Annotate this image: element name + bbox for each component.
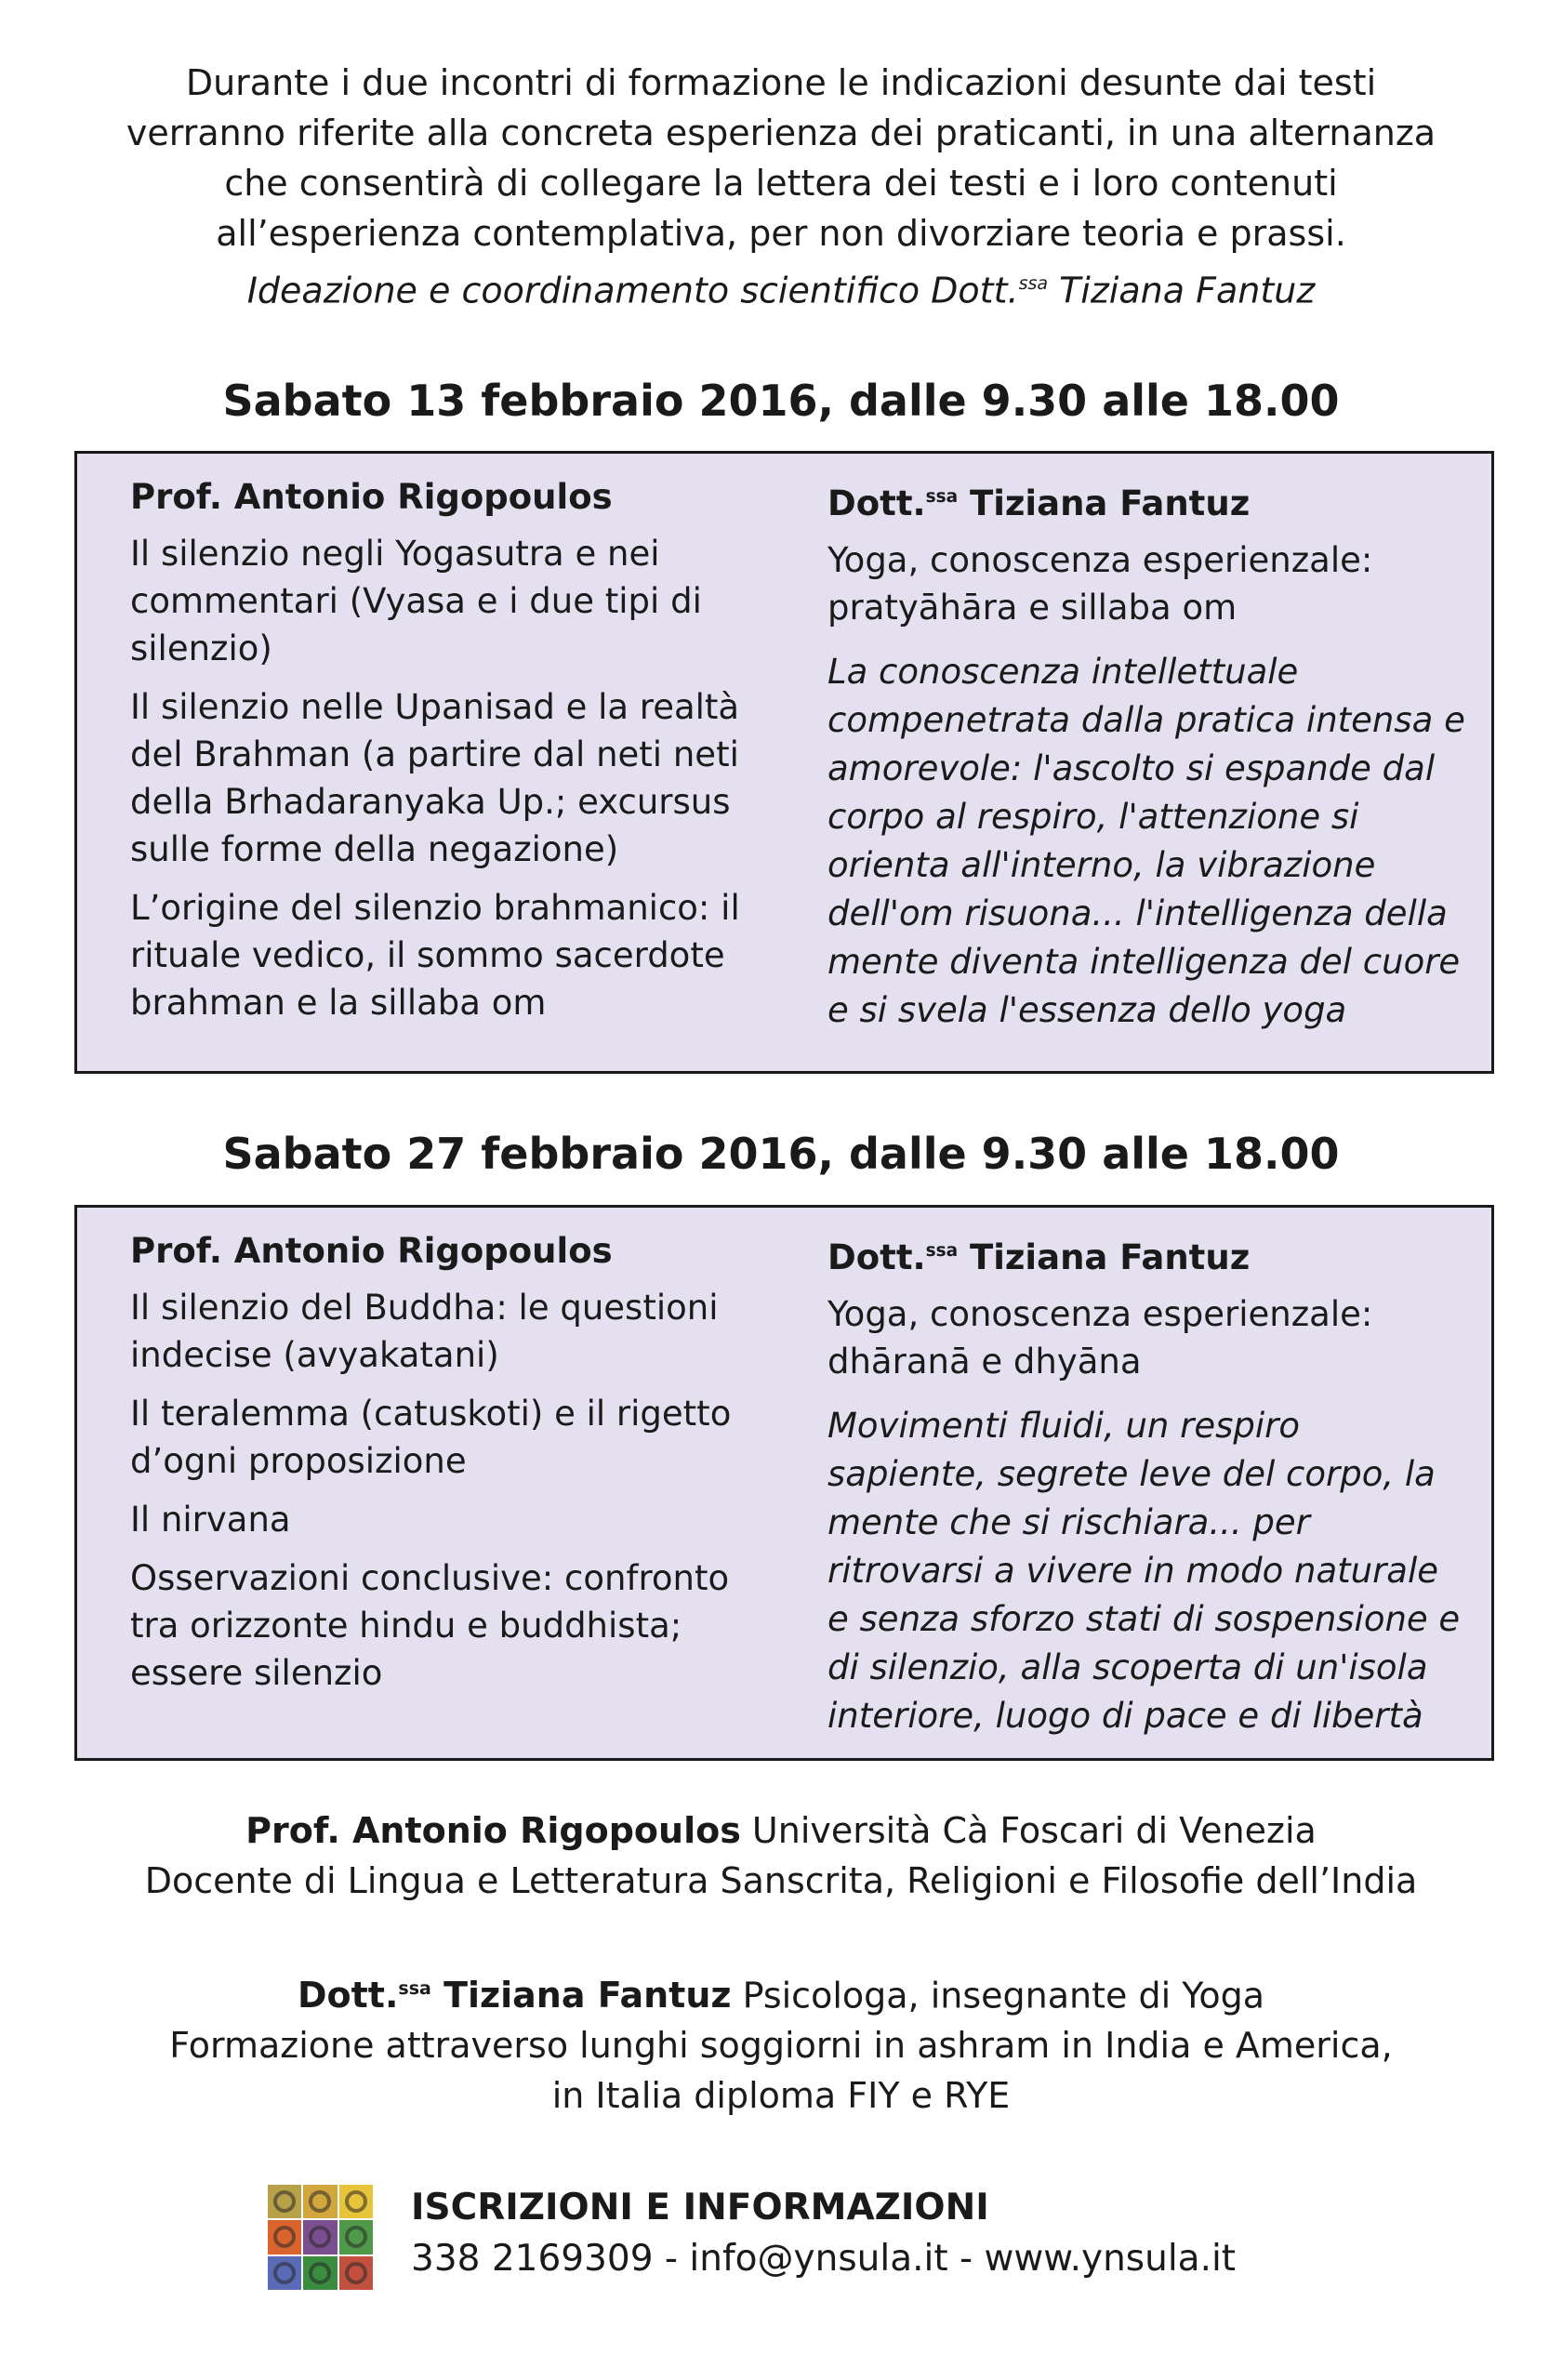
bio-role: Docente di Lingua e Letteratura Sanscrita, Religioni e Filosofie dell’India	[144, 1860, 1418, 1901]
session-1-left-column	[130, 474, 781, 1038]
bio-rigopoulos-line1	[74, 1805, 1488, 1856]
bio-fantuz-line1	[74, 1964, 1488, 2020]
topic-item: Yoga, conoscenza esperienzale: pratyāhāra e sillaba om	[827, 539, 1373, 628]
session-2-right-column	[827, 1228, 1469, 1752]
logo-ring-icon	[309, 2190, 331, 2213]
topic-description: La conoscenza intellettuale compenetrata dalla pratica intensa e amorevole: l'ascolto si espande dal corpo al respiro, l'attenzione si orienta all'interno, la vibrazione dell'om risuona... l'intelligenza della mente diventa intelligenza del cuore e si svela l'essenza dello yoga	[827, 651, 1465, 1030]
bio-name-prefix: Dott.	[297, 1975, 399, 2016]
topic-item: Il silenzio nelle Upanisad e la realtà del Brahman (a partire dal neti neti della Brhadaranyaka Up.; excursus sulle forme della negazione)	[130, 687, 740, 869]
ynsula-logo-icon	[268, 2185, 373, 2290]
logo-ring-icon	[273, 2262, 296, 2284]
contact-info	[411, 2183, 1236, 2285]
logo-tile	[268, 2256, 301, 2290]
bio-name	[298, 1975, 732, 2016]
intro-line: Durante i due incontri di formazione le indicazioni desunte dai testi	[185, 62, 1377, 103]
logo-ring-icon	[345, 2190, 367, 2213]
credit-name: Tiziana Fantuz	[1048, 270, 1316, 311]
intro-credit	[74, 258, 1488, 315]
topic-item: Il silenzio negli Yogasutra e nei commentari (Vyasa e i due tipi di silenzio)	[130, 534, 702, 668]
speaker-name	[827, 474, 1469, 527]
logo-tile	[268, 2185, 301, 2218]
session-1-title: Sabato 13 febbraio 2016, dalle 9.30 alle 18.00	[222, 376, 1340, 426]
bio-line: in Italia diploma FIY e RYE	[551, 2075, 1011, 2117]
session-2-left-column	[130, 1228, 781, 1708]
speaker-name: Prof. Antonio Rigopoulos	[130, 1231, 613, 1271]
logo-tile	[268, 2220, 301, 2254]
logo-ring-icon	[345, 2226, 367, 2248]
contact-details[interactable]: 338 2169309 - info@ynsula.it - www.ynsula.it	[411, 2238, 1237, 2280]
logo-ring-icon	[273, 2226, 296, 2248]
logo-ring-icon	[345, 2262, 367, 2284]
speaker-prefix: Dott.	[827, 1236, 926, 1277]
speaker-name: Prof. Antonio Rigopoulos	[130, 477, 613, 517]
logo-ring-icon	[309, 2262, 331, 2284]
logo-tile	[303, 2256, 337, 2290]
topic-description: Movimenti fluidi, un respiro sapiente, segrete leve del corpo, la mente che si rischiara... per ritrovarsi a vivere in modo naturale e senza sforzo stati di sospensione e di silenzio, alla scoperta di un'isola interiore, luogo di pace e di libertà	[827, 1405, 1461, 1736]
logo-tile	[339, 2220, 373, 2254]
session-1-program	[74, 451, 1494, 1074]
session-2-program	[74, 1205, 1494, 1761]
intro-text	[74, 58, 1488, 315]
logo-ring-icon	[309, 2226, 331, 2248]
bio-role: Psicologa, insegnante di Yoga	[731, 1975, 1265, 2016]
bio-name: Prof. Antonio Rigopoulos	[245, 1810, 741, 1851]
session-1-right-column	[827, 474, 1469, 1046]
bio-name-text: Tiziana Fantuz	[430, 1975, 732, 2016]
contact-heading: ISCRIZIONI E INFORMAZIONI	[411, 2187, 989, 2228]
logo-ring-icon	[273, 2190, 296, 2213]
credit-prefix: Ideazione e coordinamento scientifico Dott.	[246, 270, 1019, 311]
speaker-prefix: Dott.	[827, 483, 926, 523]
bio-name-sup: ssa	[398, 1978, 431, 1999]
intro-line: verranno riferite alla concreta esperienza dei praticanti, in una alternanza	[126, 112, 1436, 153]
topic-item: Il silenzio del Buddha: le questioni indecise (avyakatani)	[130, 1288, 719, 1375]
intro-line: che consentirà di collegare la lettera dei testi e i loro contenuti	[224, 163, 1338, 204]
speaker-name-text: Tiziana Fantuz	[958, 1236, 1251, 1277]
topic-item: Il nirvana	[130, 1500, 291, 1540]
speaker-bios	[74, 1805, 1488, 2121]
logo-tile	[339, 2185, 373, 2218]
speaker-sup: ssa	[925, 1241, 959, 1261]
speaker-name	[827, 1228, 1469, 1281]
speaker-name-text: Tiziana Fantuz	[958, 483, 1251, 523]
logo-tile	[303, 2220, 337, 2254]
credit-sup: ssa	[1018, 273, 1049, 294]
topic-item: Il teralemma (catuskoti) e il rigetto d’ogni proposizione	[130, 1394, 732, 1481]
bio-line: Formazione attraverso lunghi soggiorni in ashram in India e America,	[169, 2025, 1393, 2067]
logo-tile	[303, 2185, 337, 2218]
bio-affiliation: Università Cà Foscari di Venezia	[740, 1810, 1317, 1851]
logo-tile	[339, 2256, 373, 2290]
topic-item: Osservazioni conclusive: confronto tra orizzonte hindu e buddhista; essere silenzio	[130, 1558, 730, 1693]
topic-item: L’origine del silenzio brahmanico: il rituale vedico, il sommo sacerdote brahman e la sillaba om	[130, 888, 740, 1023]
topic-item: Yoga, conoscenza esperienzale: dhāranā e dhyāna	[827, 1293, 1373, 1382]
speaker-sup: ssa	[925, 487, 959, 507]
session-2-title: Sabato 27 febbraio 2016, dalle 9.30 alle 18.00	[222, 1129, 1340, 1179]
intro-line: all’esperienza contemplativa, per non divorziare teoria e prassi.	[216, 213, 1346, 254]
